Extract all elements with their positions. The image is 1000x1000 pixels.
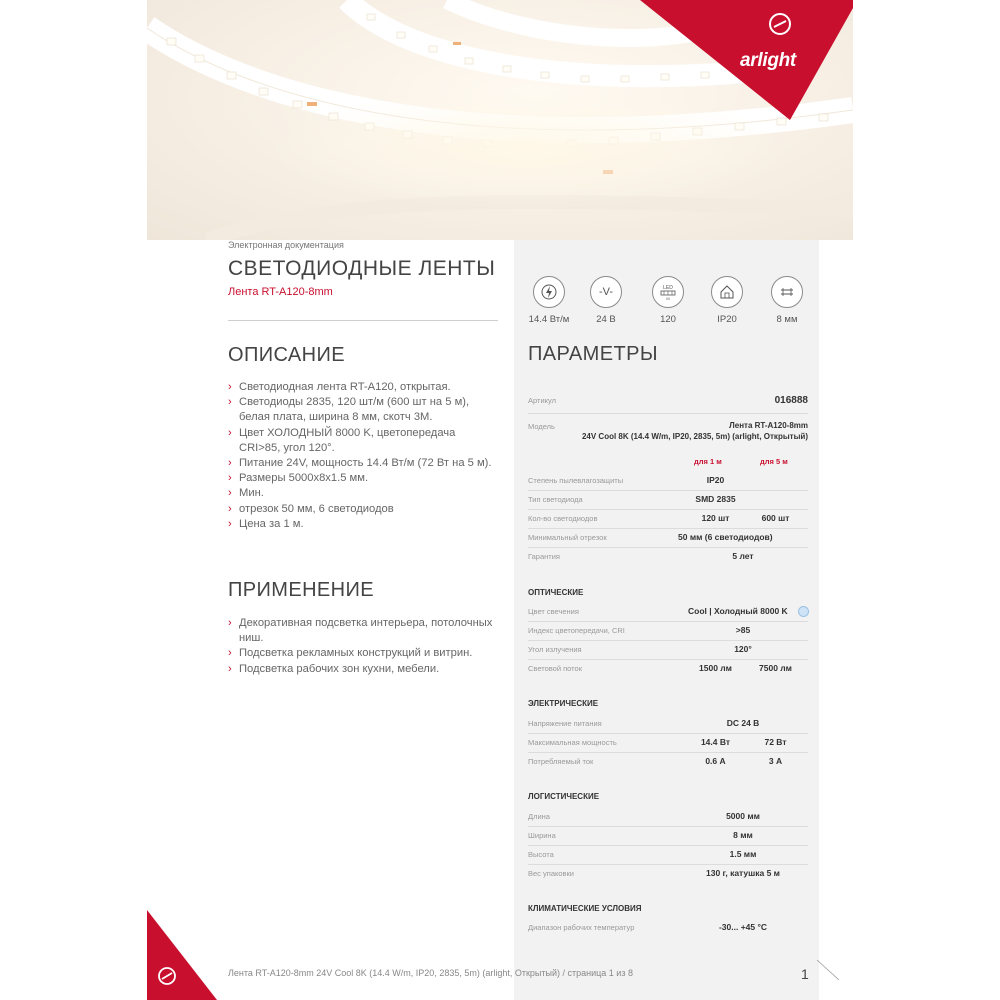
param-label: Гарантия bbox=[528, 552, 560, 561]
param-row bbox=[528, 603, 808, 621]
param-value: SMD 2835 bbox=[695, 494, 736, 504]
brand-logo: arlight bbox=[740, 50, 796, 71]
param-label: Напряжение питания bbox=[528, 719, 602, 728]
param-label: Цвет свечения bbox=[528, 607, 579, 616]
list-item: › Подсветка рабочих зон кухни, мебели. bbox=[228, 662, 498, 677]
voltage-label: 24 В bbox=[596, 314, 616, 325]
description-title: ОПИСАНИЕ bbox=[228, 344, 346, 366]
param-label: Световой поток bbox=[528, 664, 582, 673]
param-row bbox=[528, 660, 808, 678]
param-value: 130 г, катушка 5 м bbox=[706, 868, 780, 878]
param-value: 1.5 мм bbox=[729, 849, 757, 859]
application-title: ПРИМЕНЕНИЕ bbox=[228, 579, 375, 601]
param-row bbox=[528, 715, 808, 733]
page-title: СВЕТОДИОДНЫЕ ЛЕНТЫ bbox=[228, 257, 496, 280]
product-subtitle: Лента RT-A120-8mm bbox=[228, 286, 333, 298]
list-item: › Светодиоды 2835, 120 шт/м (600 шт на 5 м), белая плата, ширина 8 мм, скотч 3M. bbox=[228, 395, 498, 425]
width-icon-cell bbox=[757, 276, 817, 308]
param-label: Артикул bbox=[528, 396, 556, 405]
param-value: 120° bbox=[734, 644, 752, 654]
list-item: › Мин. bbox=[228, 486, 498, 501]
svg-text:M: M bbox=[666, 296, 670, 301]
param-value: Лента RT-A120-8mm bbox=[729, 421, 808, 430]
list-item: › Светодиодная лента RT-A120, открытая. bbox=[228, 380, 498, 395]
description-list bbox=[228, 380, 498, 532]
list-item: › Питание 24V, мощность 14.4 Вт/м (72 Вт на 5 м). bbox=[228, 456, 498, 471]
parameters-title: ПАРАМЕТРЫ bbox=[528, 343, 658, 365]
param-row bbox=[528, 846, 808, 864]
voltage-icon-cell bbox=[576, 276, 636, 308]
power-icon bbox=[533, 276, 565, 308]
page-number: 1 bbox=[801, 966, 809, 982]
param-label: Модель bbox=[528, 422, 555, 431]
led-count-label: 120 bbox=[660, 314, 676, 325]
width-label: 8 мм bbox=[776, 314, 798, 325]
param-label: Вес упаковки bbox=[528, 869, 574, 878]
svg-text:LED: LED bbox=[663, 285, 673, 291]
param-value: 50 мм (6 светодиодов) bbox=[678, 532, 773, 542]
param-row bbox=[528, 865, 808, 883]
voltage-icon: -V- bbox=[590, 276, 622, 308]
param-value: 7500 лм bbox=[759, 663, 792, 673]
param-value: 120 шт bbox=[701, 513, 730, 523]
param-value: 0.6 А bbox=[705, 756, 726, 766]
param-row bbox=[528, 548, 808, 566]
climate-group-title: КЛИМАТИЧЕСКИЕ УСЛОВИЯ bbox=[528, 904, 642, 913]
protection-label: IP20 bbox=[717, 314, 737, 325]
param-value: 1500 лм bbox=[699, 663, 732, 673]
page-corner-fold-icon bbox=[815, 958, 841, 982]
divider bbox=[228, 320, 498, 321]
param-value: 600 шт bbox=[761, 513, 790, 523]
color-swatch bbox=[798, 606, 809, 617]
param-row bbox=[528, 529, 808, 547]
param-value: >85 bbox=[735, 625, 751, 635]
row-divider bbox=[528, 413, 808, 414]
param-row bbox=[528, 510, 808, 528]
list-item: › Цена за 1 м. bbox=[228, 517, 498, 532]
param-value: 5000 мм bbox=[726, 811, 760, 821]
protection-house-icon bbox=[711, 276, 743, 308]
logistic-group-title: ЛОГИСТИЧЕСКИЕ bbox=[528, 792, 600, 801]
param-row bbox=[528, 734, 808, 752]
per-1m-header: для 1 м bbox=[694, 457, 722, 466]
list-item: › Размеры 5000х8х1.5 мм. bbox=[228, 471, 498, 486]
param-value: Cool | Холодный 8000 K bbox=[688, 606, 788, 616]
footer-brand-corner bbox=[147, 910, 217, 1000]
param-value: IP20 bbox=[706, 475, 725, 485]
param-value: 72 Вт bbox=[764, 737, 787, 747]
param-value: -30... +45 °C bbox=[718, 922, 768, 932]
footer-caption: Лента RT-A120-8mm 24V Cool 8K (14.4 W/m, IP20, 2835, 5m) (arlight, Открытый) / страница 1 из 8 bbox=[228, 968, 633, 978]
document-type: Электронная документация bbox=[228, 240, 344, 250]
param-label: Длина bbox=[528, 812, 550, 821]
param-label: Высота bbox=[528, 850, 554, 859]
param-label: Потребляемый ток bbox=[528, 757, 594, 766]
width-icon bbox=[771, 276, 803, 308]
param-label: Тип светодиода bbox=[528, 495, 583, 504]
param-label: Кол-во светодиодов bbox=[528, 514, 598, 523]
param-value: DC 24 В bbox=[726, 718, 760, 728]
param-value: 24V Cool 8K (14.4 W/m, IP20, 2835, 5m) (arlight, Открытый) bbox=[581, 432, 808, 441]
param-label: Ширина bbox=[528, 831, 556, 840]
param-row bbox=[528, 919, 808, 937]
param-row bbox=[528, 472, 808, 490]
param-value: 3 А bbox=[768, 756, 783, 766]
param-label: Индекс цветопередачи, CRI bbox=[528, 626, 625, 635]
param-value: 5 лет bbox=[732, 551, 754, 561]
param-row-article bbox=[528, 392, 808, 410]
param-label: Угол излучения bbox=[528, 645, 582, 654]
electrical-group-title: ЭЛЕКТРИЧЕСКИЕ bbox=[528, 699, 599, 708]
param-value: 016888 bbox=[774, 395, 808, 406]
power-icon-cell bbox=[519, 276, 579, 308]
application-list bbox=[228, 616, 498, 677]
power-label: 14.4 Вт/м bbox=[528, 314, 570, 325]
param-row bbox=[528, 491, 808, 509]
param-label: Минимальный отрезок bbox=[528, 533, 607, 542]
per-5m-header: для 5 м bbox=[760, 457, 788, 466]
param-label: Максимальная мощность bbox=[528, 738, 617, 747]
param-label: Диапазон рабочих температур bbox=[528, 923, 635, 932]
led-count-icon-cell bbox=[638, 276, 698, 308]
param-row bbox=[528, 753, 808, 771]
param-row-model bbox=[528, 418, 808, 448]
param-value: 8 мм bbox=[733, 830, 753, 840]
protection-icon-cell bbox=[697, 276, 757, 308]
param-row bbox=[528, 808, 808, 826]
led-count-icon bbox=[652, 276, 684, 308]
param-row bbox=[528, 622, 808, 640]
list-item: › Декоративная подсветка интерьера, потолочных ниш. bbox=[228, 616, 498, 646]
param-row bbox=[528, 641, 808, 659]
param-value: 14.4 Вт bbox=[700, 737, 731, 747]
optical-group-title: ОПТИЧЕСКИЕ bbox=[528, 588, 584, 597]
param-row bbox=[528, 827, 808, 845]
list-item: › Подсветка рекламных конструкций и витрин. bbox=[228, 646, 498, 661]
list-item: › отрезок 50 мм, 6 светодиодов bbox=[228, 502, 498, 517]
param-label: Степень пылевлагозащиты bbox=[528, 476, 624, 485]
list-item: › Цвет ХОЛОДНЫЙ 8000 K, цветопередача CRI>85, угол 120°. bbox=[228, 426, 498, 456]
